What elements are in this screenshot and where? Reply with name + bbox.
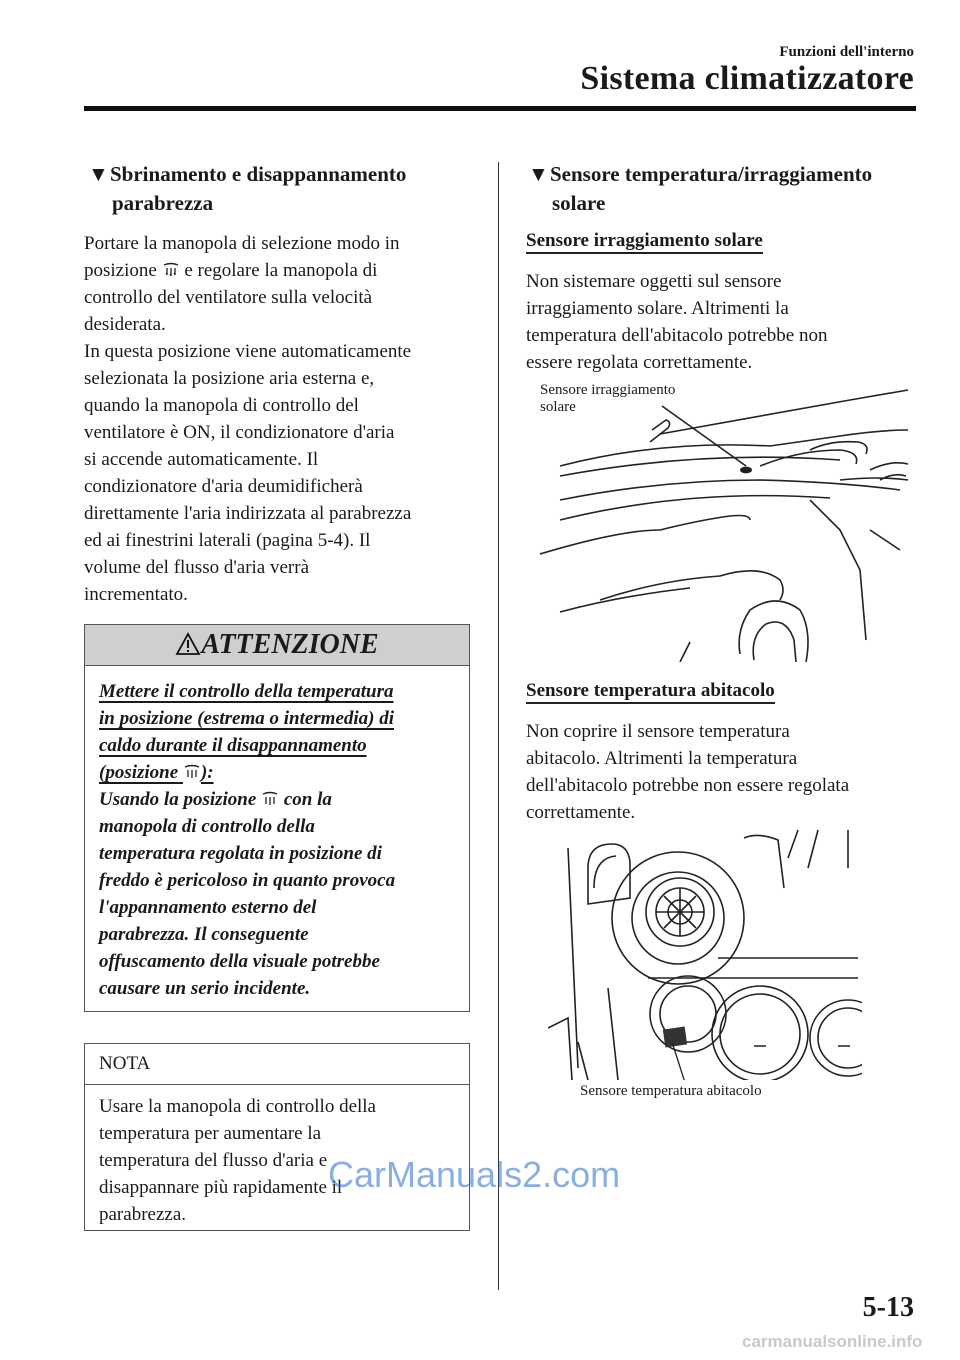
para-line: condizionatore d'aria deumidificherà bbox=[84, 476, 363, 497]
para-line: Non coprire il sensore temperatura bbox=[526, 721, 790, 742]
defrost-paragraph bbox=[84, 230, 484, 608]
para-line: quando la manopola di controllo del bbox=[84, 395, 359, 416]
section-heading-line-2: parabrezza bbox=[112, 191, 214, 215]
para-line: temperatura dell'abitacolo potrebbe non bbox=[526, 325, 828, 346]
para-line: Portare la manopola di selezione modo in bbox=[84, 233, 400, 254]
warning-line bbox=[99, 786, 453, 813]
para-line: volume del flusso d'aria verrà bbox=[84, 557, 310, 578]
para-line: abitacolo. Altrimenti la temperatura bbox=[526, 748, 798, 769]
para-line: Non sistemare oggetti sul sensore bbox=[526, 271, 782, 292]
subsection-title-solar: Sensore irraggiamento solare bbox=[526, 230, 763, 254]
section-heading-line-1: Sensore temperatura/irraggiamento bbox=[550, 162, 873, 186]
windshield-defrost-icon bbox=[183, 764, 201, 780]
solar-sensor-marker bbox=[740, 467, 752, 474]
page-title: Sistema climatizzatore bbox=[580, 60, 914, 97]
warning-body bbox=[85, 666, 469, 1002]
note-line: parabrezza. bbox=[99, 1204, 187, 1225]
watermark-site: carmanualsonline.info bbox=[742, 1332, 923, 1351]
chapter-label: Funzioni dell'interno bbox=[779, 44, 914, 60]
para-line: selezionata la posizione aria esterna e, bbox=[84, 368, 375, 389]
cabin-sensor-caption: Sensore temperatura abitacolo bbox=[580, 1083, 762, 1099]
section-heading-line-2: solare bbox=[552, 191, 606, 215]
warning-line: in posizione (estrema o intermedia) di bbox=[99, 708, 395, 729]
note-title: NOTA bbox=[85, 1044, 469, 1085]
warning-line: causare un serio incidente. bbox=[99, 978, 311, 999]
header-rule bbox=[84, 106, 916, 111]
section-heading-defrost bbox=[88, 160, 488, 218]
windshield-defrost-icon bbox=[261, 791, 279, 807]
warning-line: offuscamento della visuale potrebbe bbox=[99, 951, 380, 972]
warning-line-part: (posizione bbox=[99, 762, 179, 783]
para-line: ed ai finestrini laterali (pagina 5-4). Il bbox=[84, 530, 371, 551]
cabin-sensor-marker bbox=[663, 1027, 687, 1048]
para-line: ventilatore è ON, il condizionatore d'aria bbox=[84, 422, 395, 443]
warning-line: temperatura regolata in posizione di bbox=[99, 843, 382, 864]
warning-line bbox=[99, 759, 453, 786]
subsection-title-cabin: Sensore temperatura abitacolo bbox=[526, 680, 775, 704]
para-line bbox=[84, 257, 484, 284]
warning-title: ATTENZIONE bbox=[201, 629, 379, 660]
para-line: incrementato. bbox=[84, 584, 188, 605]
warning-line: Mettere il controllo della temperatura bbox=[99, 681, 394, 702]
note-box bbox=[84, 1043, 470, 1231]
para-line-prefix: posizione bbox=[84, 260, 157, 281]
leader-line bbox=[672, 1042, 688, 1080]
para-line: irraggiamento solare. Altrimenti la bbox=[526, 298, 789, 319]
para-line: In questa posizione viene automaticamente bbox=[84, 341, 412, 362]
triangle-bullet-icon: ▼ bbox=[88, 162, 109, 186]
triangle-bullet-icon: ▼ bbox=[528, 162, 549, 186]
dashboard-cabin-sensor-illustration bbox=[548, 828, 862, 1080]
warning-box bbox=[84, 624, 470, 1012]
caption-line: solare bbox=[540, 399, 576, 415]
para-line: si accende automaticamente. Il bbox=[84, 449, 319, 470]
subsection-solar bbox=[526, 230, 763, 252]
warning-line-part: con la bbox=[283, 789, 332, 810]
page-number: 5-13 bbox=[862, 1292, 914, 1323]
warning-line-part: Usando la posizione bbox=[99, 789, 257, 810]
note-line: Usare la manopola di controllo della bbox=[99, 1096, 376, 1117]
note-line: temperatura del flusso d'aria e bbox=[99, 1150, 328, 1171]
solar-paragraph bbox=[526, 268, 926, 376]
windshield-defrost-icon bbox=[162, 262, 180, 278]
note-line: temperatura per aumentare la bbox=[99, 1123, 322, 1144]
caption-line: Sensore irraggiamento bbox=[540, 382, 676, 398]
watermark: CarManuals2.com bbox=[328, 1154, 621, 1195]
warning-header bbox=[85, 625, 469, 666]
para-line: desiderata. bbox=[84, 314, 166, 335]
para-line: essere regolata correttamente. bbox=[526, 352, 753, 373]
note-line: disappannare più rapidamente il bbox=[99, 1177, 343, 1198]
warning-line: parabrezza. Il conseguente bbox=[99, 924, 309, 945]
warning-line-part: ): bbox=[200, 762, 214, 783]
para-line: direttamente l'aria indirizzata al parabrezza bbox=[84, 503, 412, 524]
section-heading-sensors bbox=[528, 160, 928, 218]
section-heading-line-1: Sbrinamento e disappannamento bbox=[110, 162, 407, 186]
warning-triangle-icon bbox=[175, 632, 201, 656]
column-divider bbox=[498, 162, 499, 1290]
warning-line: freddo è pericoloso in quanto provoca bbox=[99, 870, 396, 891]
para-line: dell'abitacolo potrebbe non essere regolata bbox=[526, 775, 850, 796]
subsection-cabin bbox=[526, 680, 775, 702]
warning-line: l'appannamento esterno del bbox=[99, 897, 317, 918]
para-line-rest: e regolare la manopola di bbox=[184, 260, 378, 281]
warning-line: caldo durante il disappannamento bbox=[99, 735, 367, 756]
para-line: controllo del ventilatore sulla velocità bbox=[84, 287, 373, 308]
warning-line: manopola di controllo della bbox=[99, 816, 315, 837]
para-line: correttamente. bbox=[526, 802, 636, 823]
cabin-paragraph bbox=[526, 718, 926, 826]
car-solar-sensor-illustration bbox=[540, 380, 912, 662]
